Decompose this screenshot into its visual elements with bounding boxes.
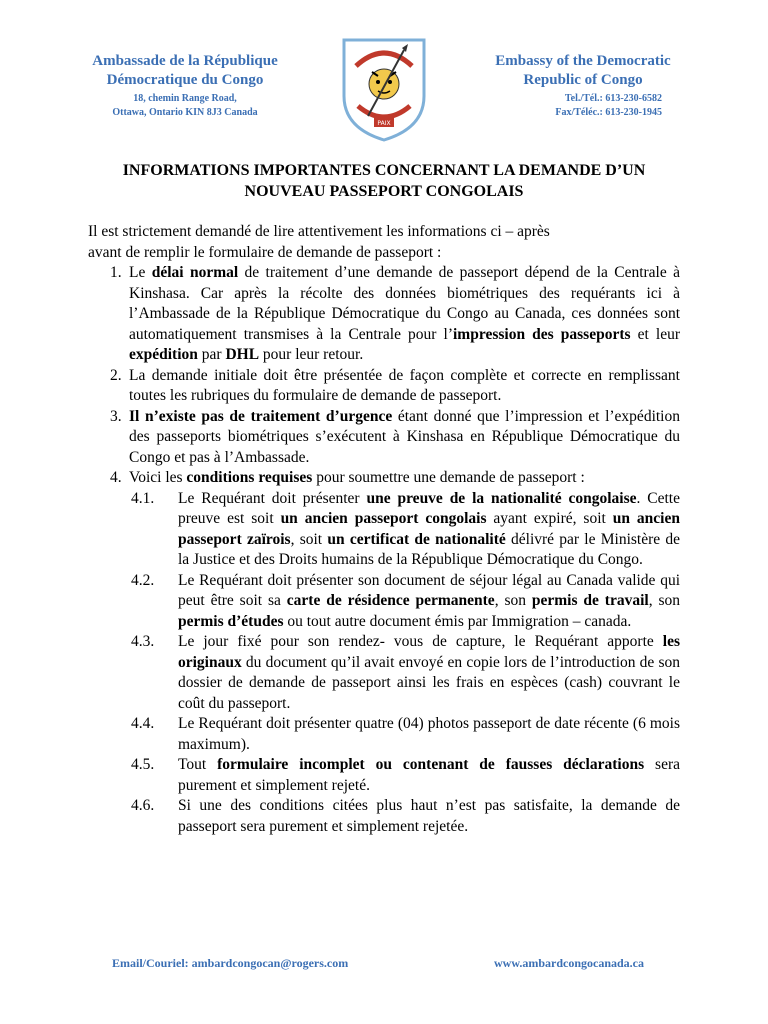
item-text: Le délai normal de traitement d’une demande de passeport dépend de la Centrale à Kinshasa. Car après la récolte des données biométriques des requérants ici à l’Ambassade de la République Démocratique du Congo au Canada, ces données sont automatiquement transmises à la Centrale pour l’impression des passeports et leur expédition par DHL pour leur retour. (129, 264, 680, 363)
subitem-number: 4.6. (131, 797, 155, 814)
item-text: Il n’existe pas de traitement d’urgence étant donné que l’impression et l’expédition des passeports biométriques s’exécutent à Kinshasa en République Démocratique du Congo et pas à l’Ambassade. (129, 407, 680, 466)
list-subitem-4-1 (88, 489, 680, 571)
header-right-contact (478, 52, 688, 120)
header-left-address (80, 52, 290, 120)
subitem-text: Le Requérant doit présenter son document de séjour légal au Canada valide qui peut être soit sa carte de résidence permanente, son permis de travail, son permis d’études ou tout autre document émis par Immigration – canada. (178, 571, 680, 630)
footer-email[interactable]: Email/Couriel: ambardcongocan@rogers.com (112, 956, 349, 970)
footer-website-link[interactable]: www.ambardcongocanada.ca (494, 956, 645, 970)
intro-line1: Il est strictement demandé de lire attentivement les informations ci – après (88, 223, 550, 240)
document-title (60, 160, 708, 202)
intro-line2: avant de remplir le formulaire de demande de passeport : (88, 243, 442, 261)
embassy-name-en-line2: Republic of Congo (523, 72, 643, 88)
list-subitem-4-5 (88, 755, 680, 796)
embassy-name-en-line1: Embassy of the Democratic (495, 53, 671, 69)
document-body (88, 222, 680, 837)
subitem-number: 4.1. (131, 489, 155, 507)
address-city: Ottawa, Ontario KIN 8J3 Canada (112, 107, 258, 118)
embassy-name-fr-line2: Démocratique du Congo (106, 72, 264, 88)
address-street: 18, chemin Range Road, (133, 93, 237, 104)
list-subitem-4-2 (88, 571, 680, 633)
embassy-name-fr-line1: Ambassade de la République (92, 53, 278, 69)
list-item-2 (88, 366, 680, 407)
list-item-3 (88, 407, 680, 469)
item-text: Voici les conditions requises pour soumettre une demande de passeport : (129, 469, 585, 486)
subitem-text: Le Requérant doit présenter quatre (04) photos passeport de date récente (6 mois maximum). (178, 715, 680, 753)
phone-number: Tel./Tél.: 613-230-6582 (564, 93, 662, 104)
subitem-text: Si une des conditions citées plus haut n’est pas satisfaite, la demande de passeport sera purement et simplement rejetée. (178, 797, 680, 835)
fax-number: Fax/Téléc.: 613-230-1945 (555, 107, 662, 118)
list-subitem-4-4 (88, 714, 680, 755)
list-subitem-4-3 (88, 632, 680, 714)
subitem-number: 4.2. (131, 571, 155, 589)
item-number: 3. (110, 407, 122, 425)
item-number: 2. (110, 366, 122, 384)
title-line2: NOUVEAU PASSEPORT CONGOLAIS (244, 183, 524, 200)
subitem-number: 4.5. (131, 756, 155, 773)
subitem-number: 4.4. (131, 715, 155, 732)
item-number: 4. (110, 469, 122, 486)
list-item-1 (88, 263, 680, 366)
list-item-4 (88, 468, 680, 489)
subitem-number: 4.3. (131, 633, 155, 650)
item-number: 1. (110, 264, 122, 281)
emblem-motto: PAIX (377, 120, 391, 127)
list-subitem-4-6 (88, 796, 680, 837)
subitem-text: Le jour fixé pour son rendez- vous de capture, le Requérant apporte les originaux du document qu’il avait envoyé en copie lors de l’introduction de son dossier de demande de passeport ainsi les frais en espèces (cash) couvrant le coût du passeport. (178, 633, 680, 712)
item-text: La demande initiale doit être présentée de façon complète et correcte en remplissant toutes les rubriques du formulaire de demande de passeport. (129, 366, 680, 404)
subitem-text: Tout formulaire incomplet ou contenant de fausses déclarations sera purement et simplement rejeté. (178, 756, 681, 794)
subitem-text: Le Requérant doit présenter une preuve de la nationalité congolaise. Cette preuve est soit un ancien passeport congolais ayant expiré, soit un ancien passeport zaïrois, soit un certificat de nationalité délivré par le Ministère de la Justice et des Droits humains de la République Démocratique du Congo. (178, 489, 680, 568)
title-line1: INFORMATIONS IMPORTANTES CONCERNANT LA DEMANDE D’UN (122, 162, 646, 179)
coat-of-arms-emblem-icon (338, 36, 430, 144)
